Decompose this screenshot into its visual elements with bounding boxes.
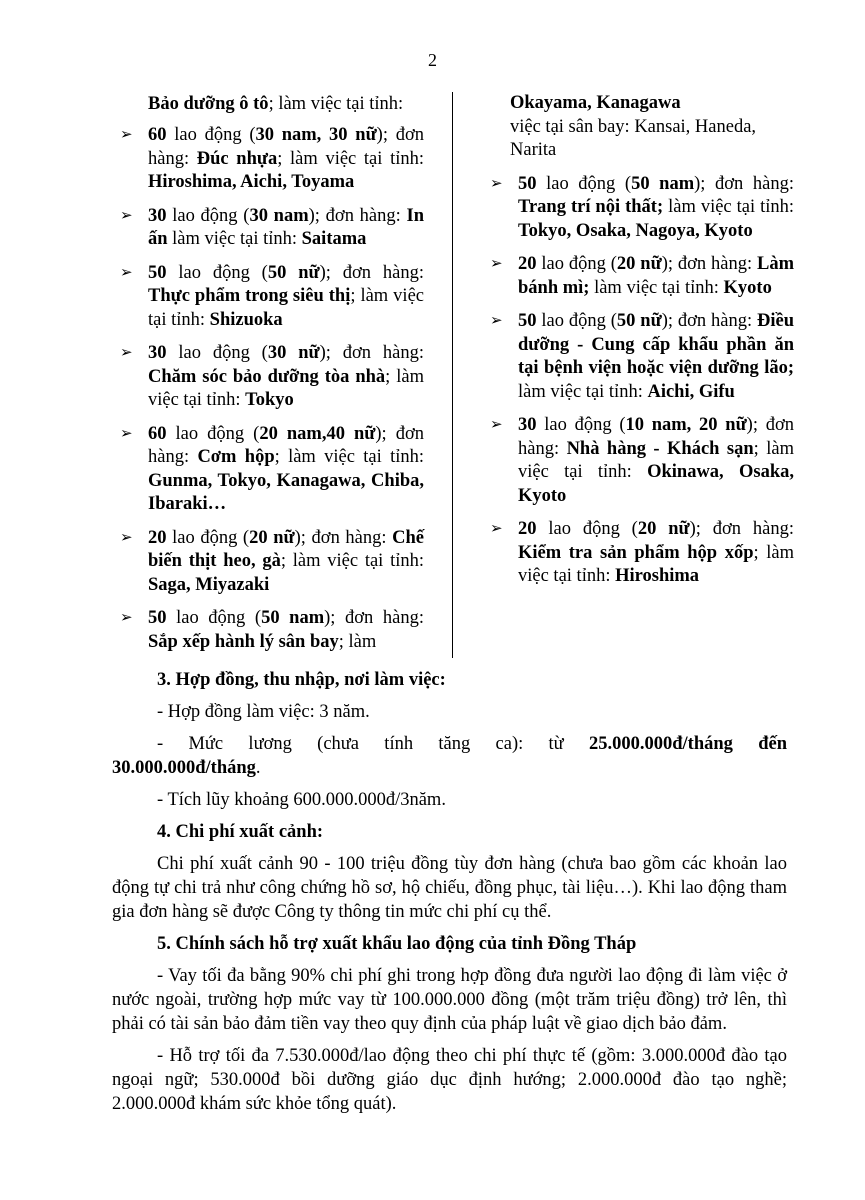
left-continuation: Bảo dưỡng ô tô; làm việc tại tỉnh: xyxy=(148,94,404,114)
job-order-item: ➢ 20 lao động (20 nữ); đơn hàng: Chế biến thịt heo, gà; làm việc tại tỉnh: Saga, Miyazaki xyxy=(120,527,425,595)
departure-cost: Chi phí xuất cảnh 90 - 100 triệu đồng tùy đơn hàng (chưa bao gồm các khoản lao động tự chi trả như công chứng hồ sơ, hộ chiếu, đồng phục, tài liệu…). Khi lao động tham gia đơn hàng sẽ được Công ty thông tin mức chi phí cụ thể. xyxy=(112,854,787,922)
right-item-list xyxy=(482,173,794,589)
arrow-bullet-icon: ➢ xyxy=(120,127,133,143)
right-column xyxy=(482,92,794,599)
support-policy: - Hỗ trợ tối đa 7.530.000đ/lao động theo chi phí thực tế (gồm: 3.000.000đ đào tạo ngoại ngữ; 530.000đ bồi dưỡng giáo dục định hướng; 2.000.000đ đào tạo nghề; 2.000.000đ khám sức khỏe tổng quát). xyxy=(112,1046,787,1114)
job-order-item: ➢ 60 lao động (20 nam,40 nữ); đơn hàng: Cơm hộp; làm việc tại tỉnh: Gunma, Tokyo, Kanagawa, Chiba, Ibaraki… xyxy=(120,423,425,514)
section-3-heading: 3. Hợp đồng, thu nhập, nơi làm việc: xyxy=(157,670,446,690)
arrow-bullet-icon: ➢ xyxy=(120,207,133,224)
arrow-bullet-icon: ➢ xyxy=(120,264,133,281)
loan-policy: - Vay tối đa bằng 90% chi phí ghi trong hợp đồng đưa người lao động đi làm việc ở nước ngoài, trường hợp mức vay từ 100.000.000 đồng (một trăm triệu đồng) trở lên, thì phải có tài sản bảo đảm tiền vay theo quy định của pháp luật về giao dịch bảo đảm. xyxy=(112,966,787,1034)
section-4-heading: 4. Chi phí xuất cảnh: xyxy=(157,822,324,842)
left-column xyxy=(112,92,424,664)
job-order-item: ➢ 20 lao động (20 nữ); đơn hàng: Kiểm tra sản phẩm hộp xốp; làm việc tại tỉnh: Hiroshima xyxy=(490,519,794,586)
savings: - Tích lũy khoảng 600.000.000đ/3năm. xyxy=(157,790,446,810)
job-order-item: ➢ 50 lao động (50 nữ); đơn hàng: Điều dưỡng - Cung cấp khẩu phần ăn tại bệnh viện hoặc viện dưỡng lão; làm việc tại tỉnh: Aichi, Gifu xyxy=(490,311,795,402)
left-item-list xyxy=(112,124,424,654)
job-order-item: ➢ 20 lao động (20 nữ); đơn hàng: Làm bánh mì; làm việc tại tỉnh: Kyoto xyxy=(490,254,795,298)
section-contract xyxy=(112,668,787,1116)
arrow-bullet-icon: ➢ xyxy=(490,175,503,192)
arrow-bullet-icon: ➢ xyxy=(490,256,503,272)
job-order-item: ➢ 50 lao động (50 nữ); đơn hàng: Thực phẩm trong siêu thị; làm việc tại tỉnh: Shizuoka xyxy=(120,262,424,330)
salary-range: - Mức lương (chưa tính tăng ca): từ 25.000.000đ/tháng đến 30.000.000đ/tháng. xyxy=(112,734,787,778)
contract-term: - Hợp đồng làm việc: 3 năm. xyxy=(157,702,370,722)
arrow-bullet-icon: ➢ xyxy=(120,529,133,546)
arrow-bullet-icon: ➢ xyxy=(120,610,133,626)
arrow-bullet-icon: ➢ xyxy=(490,521,503,537)
job-order-item: ➢ 30 lao động (30 nam); đơn hàng: In ấn làm việc tại tỉnh: Saitama xyxy=(120,205,425,249)
section-5-heading: 5. Chính sách hỗ trợ xuất khẩu lao động của tỉnh Đồng Tháp xyxy=(157,934,637,954)
right-continuation: Okayama, Kanagawa việc tại sân bay: Kansai, Haneda, Narita xyxy=(510,93,757,160)
arrow-bullet-icon: ➢ xyxy=(490,417,503,433)
job-order-columns xyxy=(112,92,795,658)
job-order-item: ➢ 50 lao động (50 nam); đơn hàng: Trang trí nội thất; làm việc tại tỉnh: Tokyo, Osaka, Nagoya, Kyoto xyxy=(490,173,795,241)
column-divider xyxy=(452,92,453,658)
arrow-bullet-icon: ➢ xyxy=(120,425,133,442)
page-number: 2 xyxy=(428,50,437,70)
arrow-bullet-icon: ➢ xyxy=(490,313,503,329)
job-order-item: ➢ 60 lao động (30 nam, 30 nữ); đơn hàng: Đúc nhựa; làm việc tại tỉnh: Hiroshima, Aichi, Toyama xyxy=(120,125,424,192)
job-order-item: ➢ 30 lao động (10 nam, 20 nữ); đơn hàng: Nhà hàng - Khách sạn; làm việc tại tỉnh: Okinawa, Osaka, Kyoto xyxy=(490,415,795,506)
job-order-item: ➢ 50 lao động (50 nam); đơn hàng: Sắp xếp hành lý sân bay; làm xyxy=(120,608,425,652)
job-order-item: ➢ 30 lao động (30 nữ); đơn hàng: Chăm sóc bảo dưỡng tòa nhà; làm việc tại tỉnh: Tokyo xyxy=(120,343,425,410)
arrow-bullet-icon: ➢ xyxy=(120,345,133,361)
